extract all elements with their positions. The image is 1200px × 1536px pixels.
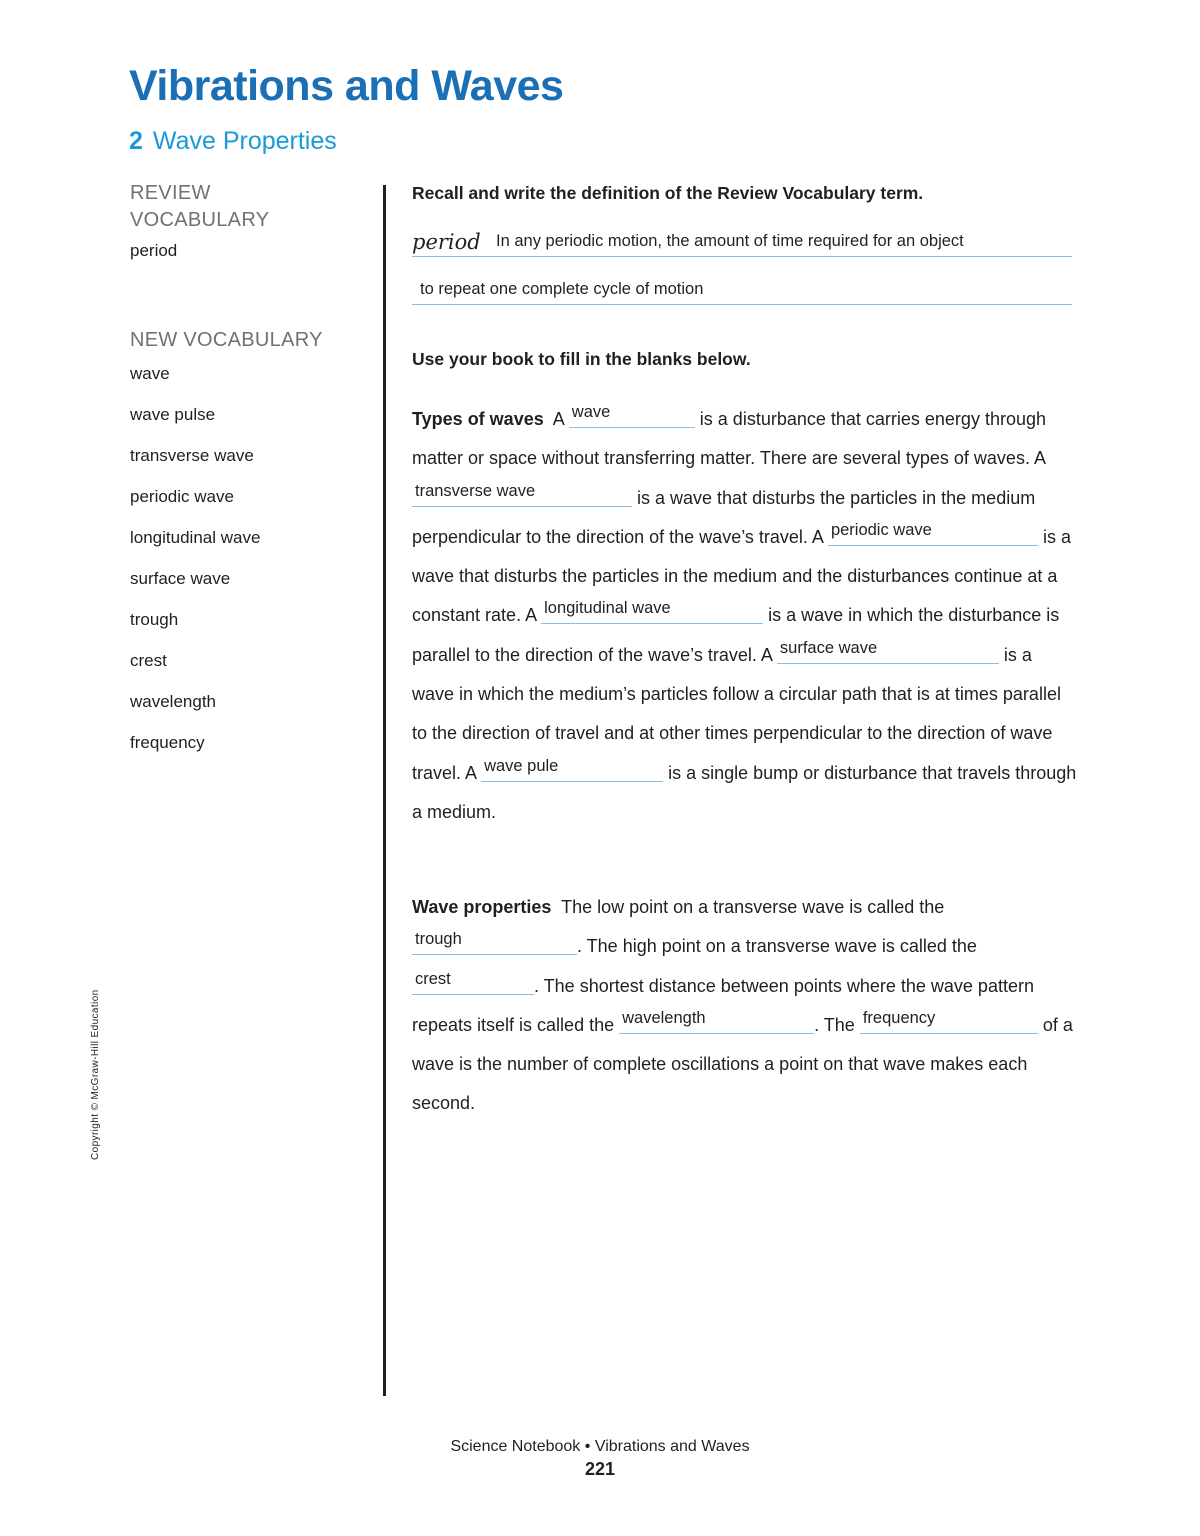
answer-blank[interactable] bbox=[412, 970, 534, 995]
answer-blank[interactable] bbox=[412, 482, 632, 507]
footer-chapter: Vibrations and Waves bbox=[594, 1438, 750, 1455]
answer-blank[interactable] bbox=[569, 403, 695, 428]
text-segment: is a wave that disturbs the particles in the medium and the disturbances continue at a constant rate. A bbox=[412, 526, 1071, 626]
text-segment: is a wave in which the medium’s particles follow a circular path that is at times parallel to the direction of travel and at other times perpendicular to the direction of wave travel. A bbox=[412, 644, 1061, 783]
vocab-item: wavelength bbox=[130, 692, 217, 711]
new-vocabulary-list bbox=[130, 353, 370, 763]
types-of-waves-paragraph bbox=[412, 400, 1077, 832]
review-heading-line2: VOCABULARY bbox=[130, 209, 270, 231]
vocab-item: crest bbox=[130, 651, 167, 670]
answer-blank[interactable] bbox=[619, 1009, 814, 1034]
wave-properties-paragraph bbox=[412, 888, 1077, 1124]
page-number: 221 bbox=[584, 1459, 616, 1479]
text-segment: of a wave is the number of complete oscillations a point on that wave makes each second. bbox=[412, 1014, 1073, 1114]
types-heading: Types of waves bbox=[412, 409, 544, 429]
text-segment: is a single bump or disturbance that travels through a medium. bbox=[412, 762, 1077, 822]
vocab-item: trough bbox=[130, 610, 179, 629]
text-segment: is a wave that disturbs the particles in the medium perpendicular to the direction of the wave’s travel. A bbox=[412, 487, 1036, 547]
section-heading bbox=[129, 127, 337, 156]
vocab-item: periodic wave bbox=[130, 487, 234, 506]
new-vocabulary-heading: NEW VOCABULARY bbox=[130, 329, 323, 351]
review-heading-line1: REVIEW bbox=[130, 182, 211, 204]
answer-text: frequency bbox=[862, 1008, 936, 1027]
definition-line-2[interactable] bbox=[412, 274, 1072, 305]
answer-text: periodic wave bbox=[830, 520, 932, 539]
text-segment: A bbox=[552, 409, 564, 429]
review-vocabulary-heading bbox=[130, 180, 370, 234]
answer-text: wave pule bbox=[484, 756, 559, 775]
review-term: period bbox=[130, 241, 178, 260]
definition-text-2: to repeat one complete cycle of motion bbox=[420, 280, 704, 298]
answer-text: transverse wave bbox=[415, 481, 536, 500]
vocabulary-sidebar bbox=[130, 180, 370, 763]
footer-separator: • bbox=[584, 1438, 591, 1455]
vocab-item: frequency bbox=[130, 733, 205, 752]
definition-text-1: In any periodic motion, the amount of time required for an object bbox=[496, 232, 964, 250]
answer-blank[interactable] bbox=[777, 639, 999, 664]
section-title: Wave Properties bbox=[152, 127, 337, 155]
copyright-notice: Copyright © McGraw-Hill Education bbox=[90, 989, 101, 1160]
page-footer bbox=[0, 1438, 1200, 1480]
answer-text: trough bbox=[415, 930, 462, 949]
vocab-item: wave bbox=[130, 364, 170, 383]
text-segment: . The bbox=[814, 1014, 855, 1035]
answer-text: wave bbox=[571, 403, 611, 421]
footer-title bbox=[0, 1438, 1200, 1456]
fill-instruction: Use your book to fill in the blanks below. bbox=[412, 349, 751, 369]
answer-text: wavelength bbox=[622, 1008, 706, 1027]
page-title: Vibrations and Waves bbox=[129, 62, 564, 110]
section-number: 2 bbox=[129, 127, 143, 155]
column-divider bbox=[383, 185, 386, 1396]
answer-blank[interactable] bbox=[860, 1009, 1038, 1034]
answer-blank[interactable] bbox=[541, 599, 763, 624]
definition-term: period bbox=[412, 230, 481, 254]
text-segment: is a disturbance that carries energy through matter or space without transferring matter. There are several types of waves. A bbox=[412, 409, 1046, 469]
vocab-item: wave pulse bbox=[130, 405, 216, 424]
text-segment: . The shortest distance between points where the wave pattern repeats itself is called the bbox=[412, 975, 1034, 1035]
text-segment: . The high point on a transverse wave is called the bbox=[577, 936, 977, 957]
answer-blank[interactable] bbox=[481, 757, 663, 782]
vocab-item: transverse wave bbox=[130, 446, 254, 465]
answer-blank[interactable] bbox=[412, 930, 577, 955]
review-instruction: Recall and write the definition of the Review Vocabulary term. bbox=[412, 183, 924, 203]
vocab-item: surface wave bbox=[130, 569, 231, 588]
answer-text: crest bbox=[415, 969, 451, 988]
text-segment: The low point on a transverse wave is called the bbox=[561, 897, 945, 917]
answer-text: surface wave bbox=[779, 638, 878, 657]
answer-text: longitudinal wave bbox=[544, 599, 671, 618]
answer-blank[interactable] bbox=[828, 521, 1038, 546]
props-heading: Wave properties bbox=[412, 897, 552, 917]
footer-notebook: Science Notebook bbox=[450, 1438, 581, 1455]
text-segment: is a wave in which the disturbance is parallel to the direction of the wave’s travel. A bbox=[412, 605, 1060, 665]
vocab-item: longitudinal wave bbox=[130, 528, 261, 547]
definition-line-1[interactable] bbox=[412, 226, 1072, 257]
